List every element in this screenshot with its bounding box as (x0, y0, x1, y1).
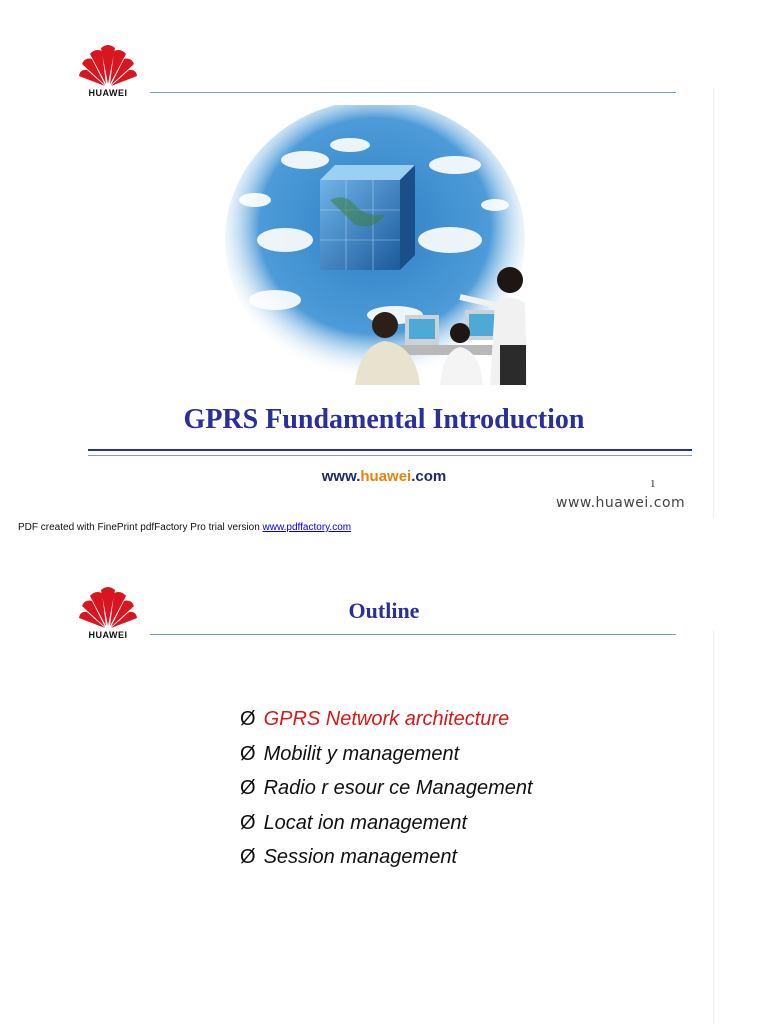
bullet-icon: Ø (240, 846, 256, 868)
bullet-icon: Ø (240, 708, 256, 730)
header-rule (150, 634, 676, 635)
outline-item-label: Mobilit y management (263, 742, 460, 765)
bullet-icon: Ø (240, 811, 256, 834)
outline-item-label: Session management (263, 846, 458, 868)
slide-2 (0, 560, 768, 1024)
pdffactory-link[interactable]: www.pdffactory.com (262, 522, 352, 533)
outline-item (240, 708, 533, 743)
website-corner: www.huawei.com (556, 495, 686, 511)
bullet-icon: Ø (240, 777, 256, 799)
huawei-logo (78, 42, 138, 98)
outline-item-label: Locat ion management (263, 811, 468, 834)
site-prefix: www. (321, 468, 361, 485)
title-rule (88, 449, 692, 456)
logo-text: HUAWEI (88, 88, 128, 98)
outline-item (240, 743, 533, 778)
huawei-flower-icon (78, 42, 138, 86)
site-accent: huawei (360, 468, 412, 485)
outline-item-label: GPRS Network architecture (263, 708, 510, 730)
outline-item (240, 777, 533, 812)
outline-item (240, 846, 533, 881)
slide-title: GPRS Fundamental Introduction (183, 404, 585, 435)
globe-cube-icon (320, 165, 415, 270)
slide-title: Outline (348, 598, 420, 623)
bullet-icon: Ø (240, 742, 256, 765)
outline-list (240, 708, 533, 881)
page-number: 1 (650, 478, 656, 490)
hero-image (215, 105, 535, 385)
pdf-footer-note (18, 522, 351, 533)
outline-item (240, 812, 533, 847)
pdf-note-text: PDF created with FinePrint pdfFactory Pro trial version (18, 522, 263, 533)
site-suffix: .com (411, 468, 447, 485)
logo-text: HUAWEI (88, 630, 128, 640)
header-rule (150, 92, 676, 93)
outline-item-label: Radio r esour ce Management (263, 777, 533, 799)
slide-edge (713, 630, 714, 1024)
slide-edge (713, 88, 714, 518)
